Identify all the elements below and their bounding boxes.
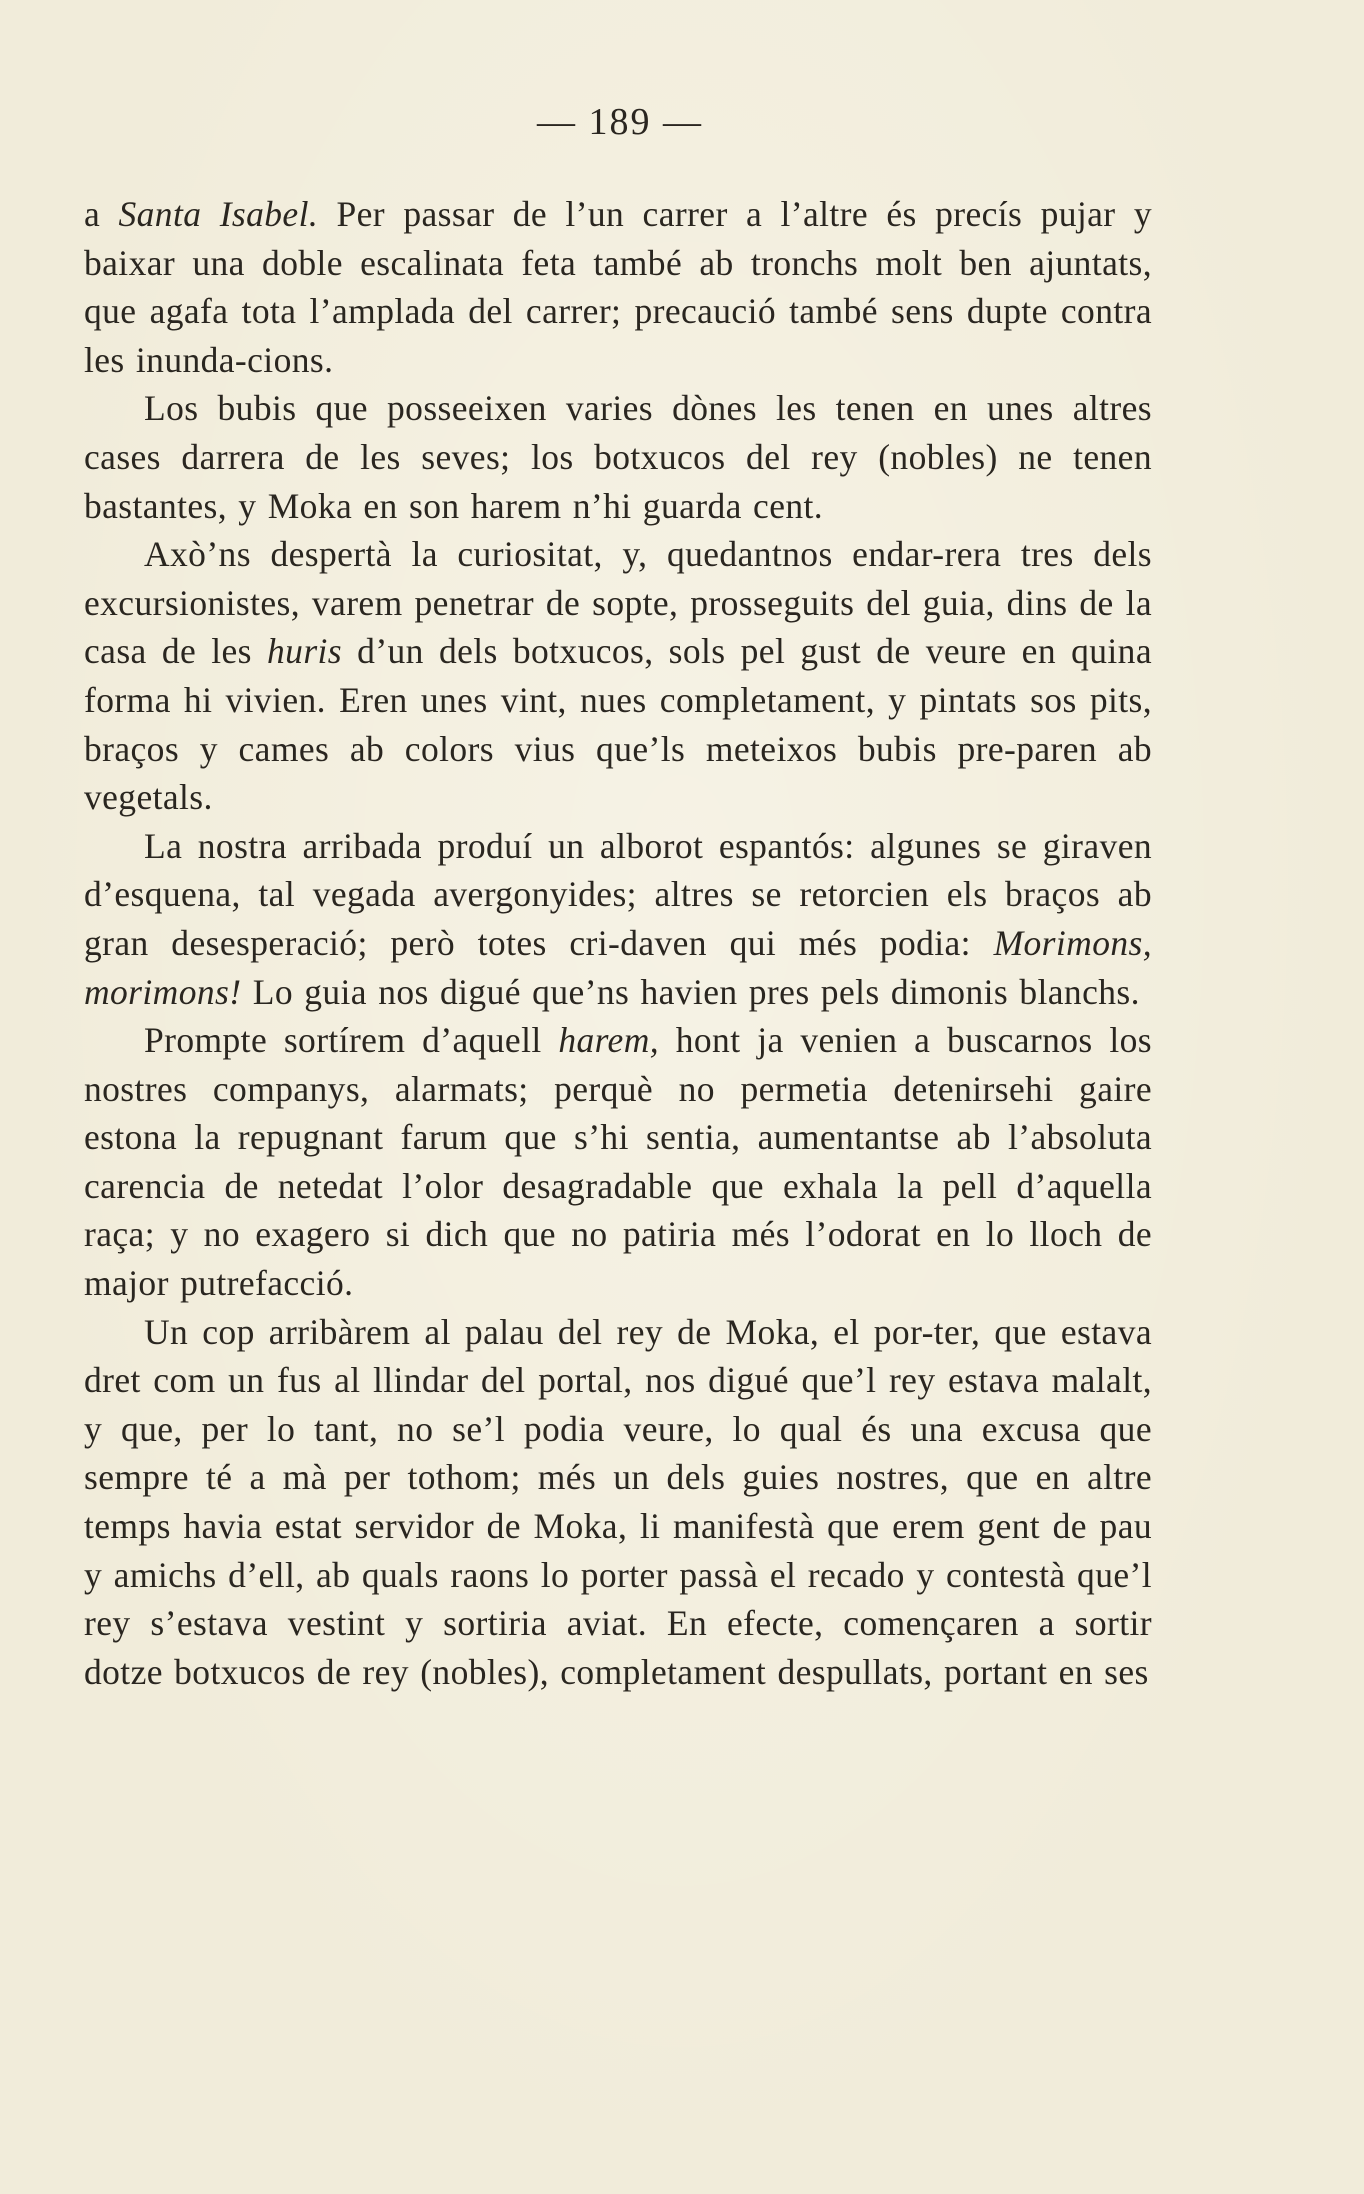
text-run: Per passar de l’un carrer a l’altre és precís pujar y baixar una doble escalinata feta també ab tronchs molt ben ajuntats, que agafa tota l’amplada del carrer; precaució també sens dupte contra les inunda-cions. bbox=[84, 194, 1153, 380]
text-run: Lo guia nos digué que’ns havien pres pels dimonis blanchs. bbox=[241, 971, 1140, 1012]
paragraph-1 bbox=[84, 190, 1152, 384]
text-run: Un cop arribàrem al palau del rey de Moka, el por-ter, que estava dret com un fus al llindar del portal, nos digué que’l rey estava malalt, y que, per lo tant, no se’l podia veure, lo qual és una excusa que sempre té a mà per tothom; més un dels guies nostres, que en altre temps havia estat servidor de Moka, li manifestà que erem gent de pau y amichs d’ell, ab quals raons lo porter passà el recado y contestà que’l rey s’estava vestint y sortiria aviat. En efecte, començaren a sortir dotze botxucos de rey (nobles), completament despullats, portant en ses bbox=[84, 1311, 1152, 1692]
paragraph-5 bbox=[84, 1016, 1152, 1308]
italic-text: harem, bbox=[558, 1020, 660, 1061]
italic-text: Morimons, morimons! bbox=[84, 922, 1152, 1012]
italic-text: huris bbox=[267, 631, 343, 672]
body-text bbox=[84, 190, 1152, 1696]
text-run: a bbox=[84, 194, 119, 234]
text-run: La nostra arribada produí un alborot espantós: algunes se giraven d’esquena, tal vegada avergonyides; altres se retorcien els braços ab gran desesperació; però totes cri-daven qui més podia: bbox=[84, 825, 1152, 963]
paragraph-3 bbox=[84, 530, 1152, 822]
text-run: Los bubis que posseeixen varies dònes les tenen en unes altres cases darrera de les seves; los botxucos del rey (nobles) ne tenen bastantes, y Moka en son harem n’hi guarda cent. bbox=[84, 388, 1152, 526]
page-number: — 189 — bbox=[537, 101, 703, 143]
text-run: hont ja venien a buscarnos los nostres companys, alarmats; perquè no permetia detenirsehi gaire estona la repugnant farum que s’hi sentia, aumentantse ab l’absoluta carencia de netedat l’olor desagradable que exhala la pell d’aquella raça; y no exagero si dich que no patiria més l’odorat en lo lloch de major putrefacció. bbox=[84, 1020, 1152, 1304]
text-run: d’un dels botxucos, sols pel gust de veure en quina forma hi vivien. Eren unes vint, nues completament, y pintats sos pits, braços y cames ab colors vius que’ls meteixos bubis pre-paren ab vegetals. bbox=[84, 631, 1152, 818]
text-run: Prompte sortírem d’aquell bbox=[144, 1020, 559, 1061]
paragraph-4 bbox=[84, 822, 1152, 1016]
paragraph-6 bbox=[84, 1308, 1152, 1697]
paragraph-2 bbox=[84, 384, 1152, 530]
italic-text: Santa Isabel. bbox=[118, 194, 319, 234]
text-run: Axò’ns despertà la curiositat, y, quedantnos endar-rera tres dels excursionistes, varem penetrar de sopte, prosseguits del guia, dins de la casa de les bbox=[84, 534, 1152, 672]
